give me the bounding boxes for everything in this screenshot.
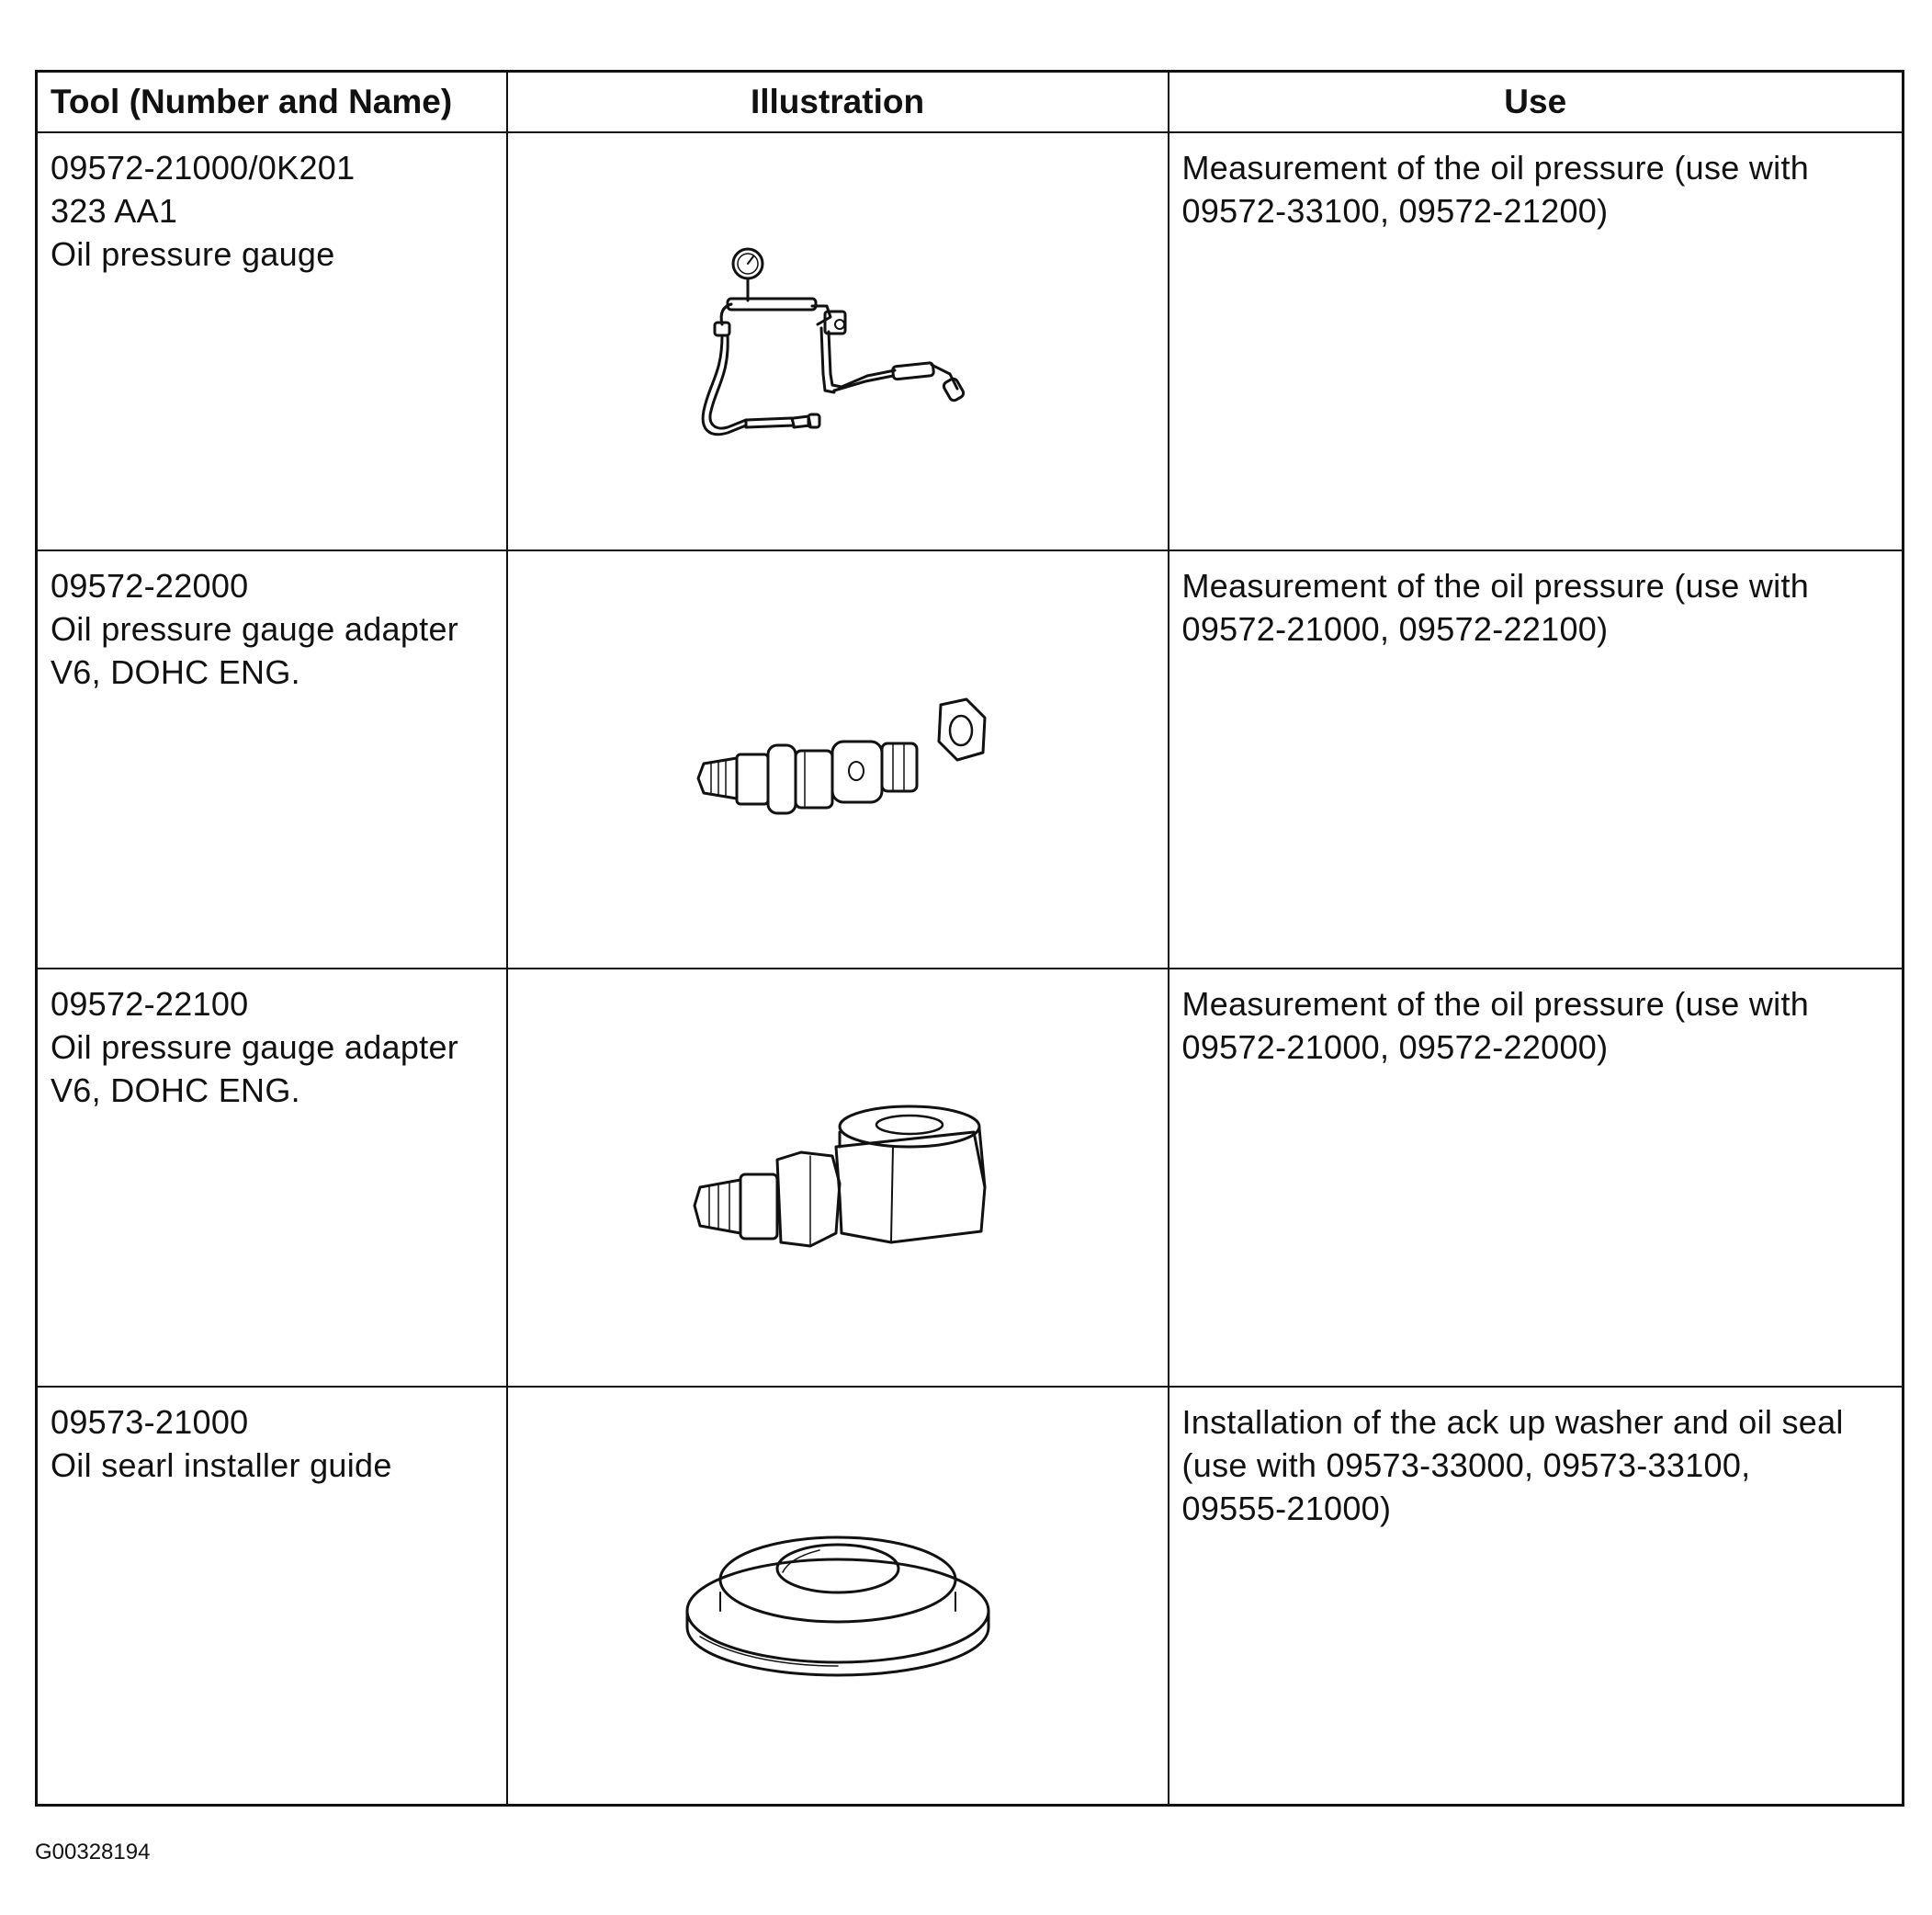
use-line: Measurement of the oil pressure (use with: [1181, 985, 1810, 1023]
use-cell: [1169, 1387, 1904, 1805]
tool-number: 09573-21000: [51, 1403, 249, 1441]
use-line: Measurement of the oil pressure (use with: [1181, 567, 1810, 605]
tool-name: Oil pressure gauge adapter: [51, 1028, 459, 1066]
header-use: Use: [1169, 72, 1904, 133]
banjo-adapter-icon: [682, 1095, 994, 1261]
oil-pressure-gauge-icon: [691, 236, 985, 448]
table-row: [37, 969, 1904, 1387]
figure-id: G00328194: [35, 1840, 151, 1864]
use-cell: [1169, 132, 1904, 550]
header-tool: Tool (Number and Name): [37, 72, 507, 133]
tool-cell: [37, 132, 507, 550]
use-line: 09572-33100, 09572-21200): [1181, 192, 1609, 230]
table-row: [37, 1387, 1904, 1805]
use-line: 09555-21000): [1181, 1490, 1392, 1527]
use-line: (use with 09573-33000, 09573-33100,: [1181, 1446, 1751, 1484]
use-line: Measurement of the oil pressure (use with: [1181, 149, 1810, 187]
tool-name: Oil pressure gauge adapter: [51, 610, 459, 648]
illustration-cell: [507, 969, 1169, 1387]
table-row: [37, 132, 1904, 550]
special-tools-table: [35, 70, 1904, 1807]
tool-application: V6, DOHC ENG.: [51, 653, 300, 691]
tool-cell: [37, 550, 507, 969]
tool-cell: [37, 1387, 507, 1805]
tool-cell: [37, 969, 507, 1387]
tool-number: 09572-21000/0K201: [51, 149, 356, 187]
header-row: [37, 72, 1904, 133]
tool-code: 323 AA1: [51, 192, 178, 230]
use-cell: [1169, 969, 1904, 1387]
tool-application: V6, DOHC ENG.: [51, 1071, 300, 1109]
use-cell: [1169, 550, 1904, 969]
illustration-cell: [507, 550, 1169, 969]
tool-name: Oil searl installer guide: [51, 1446, 392, 1484]
illustration-cell: [507, 132, 1169, 550]
tool-name: Oil pressure gauge: [51, 235, 335, 273]
illustration-cell: [507, 1387, 1169, 1805]
use-line: 09572-21000, 09572-22100): [1181, 610, 1609, 648]
use-line: 09572-21000, 09572-22000): [1181, 1028, 1609, 1066]
header-illustration: Illustration: [507, 72, 1169, 133]
gauge-adapter-nut-icon: [682, 686, 994, 833]
use-line: Installation of the ack up washer and oil seal: [1181, 1403, 1844, 1441]
installer-guide-ring-icon: [682, 1508, 994, 1683]
table-row: [37, 550, 1904, 969]
tool-number: 09572-22100: [51, 985, 249, 1023]
tool-number: 09572-22000: [51, 567, 249, 605]
